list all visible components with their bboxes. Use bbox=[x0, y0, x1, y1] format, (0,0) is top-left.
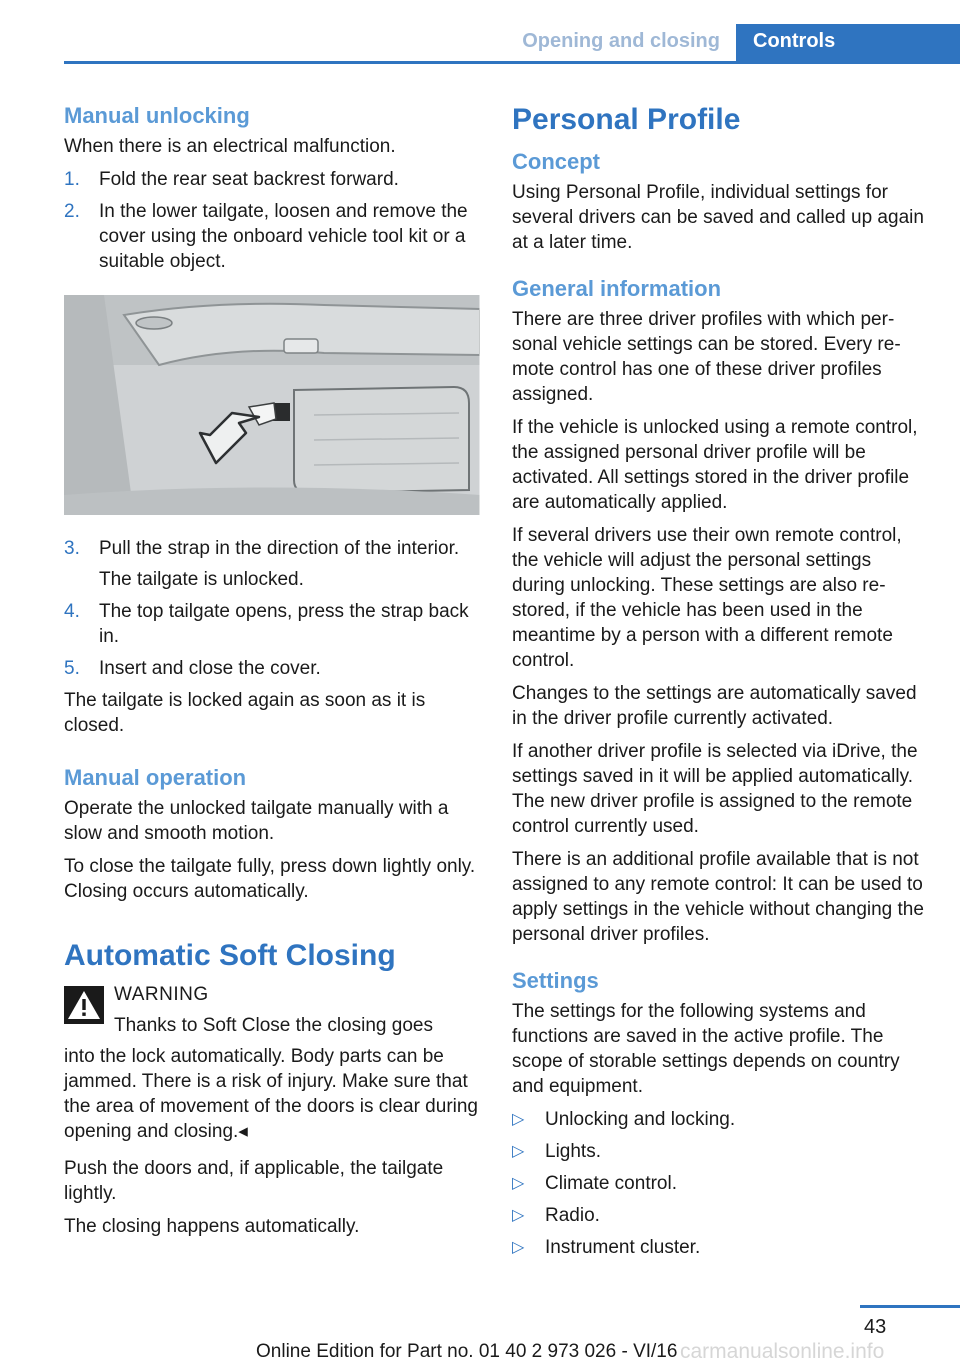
warning-text-first-line: Thanks to Soft Close the closing goes bbox=[114, 1015, 433, 1036]
manual-unlocking-closing: The tailgate is locked again as soon as it is closed. bbox=[64, 690, 426, 736]
heading-concept: Concept bbox=[512, 149, 600, 174]
step-number: 1. bbox=[64, 169, 80, 190]
step-item bbox=[64, 599, 480, 649]
right-column bbox=[512, 98, 926, 1267]
manual-operation-p2: To close the tailgate fully, press down lightly only. Closing occurs automatically. bbox=[64, 856, 476, 902]
manual-unlocking-intro: When there is an electrical malfunction. bbox=[64, 136, 396, 157]
spacer bbox=[64, 912, 480, 934]
warning-text: into the lock automatically. Body parts can be jammed. There is a risk of injury. Make sure that the area of movement of the doors is clear during opening and closing.◂ bbox=[64, 1046, 479, 1142]
spacer bbox=[64, 746, 480, 762]
step-text: Insert and close the cover. bbox=[99, 658, 321, 679]
step-text: Pull the strap in the direction of the interior. bbox=[99, 538, 460, 559]
warning-triangle-icon bbox=[64, 986, 104, 1024]
heading-automatic-soft-closing: Automatic Soft Closing bbox=[64, 939, 396, 972]
step-result: The tailgate is unlocked. bbox=[99, 569, 304, 590]
settings-list bbox=[512, 1107, 926, 1260]
step-item bbox=[64, 656, 480, 681]
heading-personal-profile: Personal Profile bbox=[512, 103, 741, 136]
edition-note: Online Edition for Part no. 01 40 2 973 026 - VI/16 bbox=[256, 1341, 678, 1362]
concept-text: Using Personal Profile, individual settings for several drivers can be saved and called up again at a later time. bbox=[512, 182, 924, 253]
list-item-text: Instrument cluster. bbox=[545, 1237, 701, 1258]
list-item bbox=[512, 1203, 926, 1228]
soft-closing-p1: Push the doors and, if applicable, the tailgate lightly. bbox=[64, 1158, 444, 1204]
triangle-bullet-icon: ▷ bbox=[512, 1239, 525, 1256]
step-item bbox=[64, 167, 480, 192]
heading-manual-unlocking: Manual unlocking bbox=[64, 103, 250, 128]
list-item bbox=[512, 1235, 926, 1260]
soft-closing-p2: The closing happens automatically. bbox=[64, 1216, 360, 1237]
warning-block bbox=[64, 982, 480, 1038]
general-paragraph: If the vehicle is unlocked using a remote control, the assigned personal driver profile will be activated. All settings stored in the driver profile are automatically applied. bbox=[512, 417, 918, 513]
heading-manual-operation: Manual operation bbox=[64, 765, 247, 790]
list-item-text: Lights. bbox=[545, 1141, 601, 1162]
spacer bbox=[512, 263, 926, 273]
step-item bbox=[64, 536, 480, 592]
step-number: 2. bbox=[64, 201, 80, 222]
header-chapter-label: Controls bbox=[753, 30, 836, 52]
general-paragraph: Changes to the settings are automatically saved in the driver profile currently activated. bbox=[512, 683, 917, 729]
list-item bbox=[512, 1107, 926, 1132]
warning-title: WARNING bbox=[114, 984, 209, 1005]
step-text: In the lower tailgate, loosen and remove the cover using the onboard vehicle tool kit or a suitable object. bbox=[99, 201, 468, 272]
step-text: The top tailgate opens, press the strap back in. bbox=[99, 601, 469, 647]
settings-text: The settings for the following systems and functions are saved in the active profile. The scope of storable settings depends on country and equipment. bbox=[512, 1001, 900, 1097]
steps-list-b bbox=[64, 536, 480, 681]
list-item-text: Climate control. bbox=[545, 1173, 677, 1194]
step-number: 5. bbox=[64, 658, 80, 679]
steps-list-a bbox=[64, 167, 480, 274]
step-number: 4. bbox=[64, 601, 80, 622]
list-item bbox=[512, 1171, 926, 1196]
general-paragraph: If another driver profile is selected via iDrive, the settings saved in it will be applied automatically. The new driver profile is assigned to the remote control currently used. bbox=[512, 741, 918, 837]
triangle-bullet-icon: ▷ bbox=[512, 1207, 525, 1224]
general-paragraph: There is an additional profile available that is not assigned to any remote control: It can be used to apply settings in the vehicle without changing the personal driver profiles. bbox=[512, 849, 924, 945]
triangle-bullet-icon: ▷ bbox=[512, 1175, 525, 1192]
list-item-text: Unlocking and locking. bbox=[545, 1109, 736, 1130]
list-item bbox=[512, 1139, 926, 1164]
header-section-title: Opening and closing bbox=[522, 30, 720, 52]
page-header bbox=[0, 0, 960, 64]
tailgate-cover-illustration bbox=[64, 295, 480, 515]
step-text: Fold the rear seat backrest forward. bbox=[99, 169, 399, 190]
general-paragraph: There are three driver profiles with which personal vehicle settings can be stored. Every remote control has one of these driver profiles assigned. bbox=[512, 309, 901, 405]
page-number: 43 bbox=[864, 1316, 887, 1338]
list-item-text: Radio. bbox=[545, 1205, 600, 1226]
header-chapter-tab bbox=[736, 24, 960, 62]
general-paragraph: If several drivers use their own remote control, the vehicle will adjust the personal settings during unlocking. These settings are also restored, if the vehicle has been used in the meantime by a person with a different remote control. bbox=[512, 525, 902, 671]
heading-general-information: General information bbox=[512, 276, 722, 301]
left-column bbox=[64, 100, 480, 1247]
triangle-bullet-icon: ▷ bbox=[512, 1143, 525, 1160]
header-rule bbox=[64, 61, 960, 64]
footer-rule bbox=[860, 1305, 960, 1308]
step-item bbox=[64, 199, 480, 274]
watermark: carmanualsonline.info bbox=[680, 1340, 885, 1363]
manual-operation-p1: Operate the unlocked tailgate manually with a slow and smooth motion. bbox=[64, 798, 449, 844]
page-footer bbox=[0, 1300, 960, 1362]
spacer bbox=[512, 955, 926, 965]
step-number: 3. bbox=[64, 538, 80, 559]
heading-settings: Settings bbox=[512, 968, 599, 993]
triangle-bullet-icon: ▷ bbox=[512, 1111, 525, 1128]
